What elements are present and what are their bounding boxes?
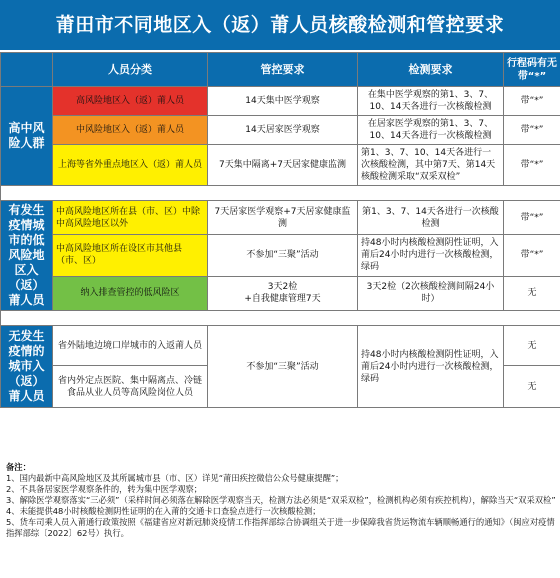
row-same-city-code: 带“*” [504,235,560,276]
row-no-outbreak-testing: 持48小时内核酸检测阴性证明，入莆后24小时内进行一次核酸检测，绿码 [358,326,504,408]
group-no-outbreak: 无发生疫情的城市入（返）莆人员 [1,326,53,408]
row-same-county-code: 带“*” [504,201,560,235]
note-5: 5、货车司乘人员入莆通行政策按照《福建省应对新冠肺炎疫情工作指挥部综合协调组关于进一步保障我省货运物流车辆顺畅通行的通知》（闽应对疫情指挥部综〔2022〕62号）执行。 [6,517,555,538]
row-same-county-category: 中高风险地区所在县（市、区）中除中高风险地区以外 [53,201,208,235]
gap-cell [1,311,560,326]
row-medium-risk-testing: 在居家医学观察的第1、3、7、10、14天各进行一次核酸检测 [358,116,504,145]
note-4: 4、未能提供48小时核酸检测阴性证明的在入莆的交通卡口查验点进行一次核酸检测； [6,506,321,516]
gap-row-1 [1,186,560,201]
gap-cell [1,186,560,201]
row-medium-risk-control: 14天居家医学观察 [208,116,358,145]
row-border-port-code: 无 [504,326,560,366]
row-same-county-testing: 第1、3、7、14天各进行一次核酸检测 [358,201,504,235]
note-3: 3、解除医学观察落实“三必须”（采样时间必须落在解除医学观察当天，检测方法必须是“双采双检”，检测机构必须有疾控机构），解除当天“双采双检” [6,495,556,505]
header-control: 管控要求 [208,53,358,87]
row-high-risk-code: 带“*” [504,87,560,116]
table-row-low-risk [1,276,560,310]
row-high-risk-jobs-code: 无 [504,366,560,408]
row-high-risk-control: 14天集中医学观察 [208,87,358,116]
table-row-same-county [1,201,560,235]
row-low-risk-testing: 3天2检（2次核酸检测间隔24小时） [358,276,504,310]
header-row [1,53,560,87]
notes-heading: 备注： [6,462,31,472]
row-same-city-testing: 持48小时内核酸检测阴性证明，入莆后24小时内进行一次核酸检测，绿码 [358,235,504,276]
header-category: 人员分类 [53,53,208,87]
row-medium-risk-category: 中风险地区入（返）莆人员 [53,116,208,145]
gap-row-2 [1,311,560,326]
header-code: 行程码有无带“*” [504,53,560,87]
table-row-same-city [1,235,560,276]
group-outbreak-low: 有发生疫情城市的低风险地区入（返）莆人员 [1,201,53,311]
row-same-county-control: 7天居家医学观察+7天居家健康监测 [208,201,358,235]
row-high-risk-jobs-category: 省内外定点医院、集中隔离点、冷链食品从业人员等高风险岗位人员 [53,366,208,408]
row-key-areas-code: 带“*” [504,145,560,186]
header-blank [1,53,53,87]
note-2: 2、不具备居家医学观察条件的，转为集中医学观察； [6,484,203,494]
row-same-city-control: 不参加“三聚”活动 [208,235,358,276]
row-low-risk-category: 纳入排查管控的低风险区 [53,276,208,310]
page-title: 莆田市不同地区入（返）莆人员核酸检测和管控要求 [0,0,560,50]
row-low-risk-code: 无 [504,276,560,310]
row-low-risk-control: 3天2检 +自我健康管理7天 [208,276,358,310]
row-key-areas-control: 7天集中隔离+7天居家健康监测 [208,145,358,186]
note-1: 1、国内最新中高风险地区及其所属城市县（市、区）详见“莆田疾控微信公众号健康提醒”； [6,473,344,483]
row-high-risk-category: 高风险地区入（返）莆人员 [53,87,208,116]
notes [6,462,556,539]
group-high-risk: 高中风险人群 [1,87,53,186]
header-testing: 检测要求 [358,53,504,87]
row-no-outbreak-control: 不参加“三聚”活动 [208,326,358,408]
row-same-city-category: 中高风险地区所在设区市其他县（市、区） [53,235,208,276]
table-row-border-port [1,326,560,366]
table-row-high-risk [1,87,560,116]
row-high-risk-testing: 在集中医学观察的第1、3、7、10、14天各进行一次核酸检测 [358,87,504,116]
requirements-table [0,52,560,408]
row-medium-risk-code: 带“*” [504,116,560,145]
table-row-medium-risk [1,116,560,145]
row-key-areas-category: 上海等省外重点地区入（返）莆人员 [53,145,208,186]
row-border-port-category: 省外陆地边境口岸城市的入返莆人员 [53,326,208,366]
table-row-key-areas [1,145,560,186]
row-key-areas-testing: 第1、3、7、10、14天各进行一次核酸检测，其中第7天、第14天核酸检测采取“双采双检” [358,145,504,186]
